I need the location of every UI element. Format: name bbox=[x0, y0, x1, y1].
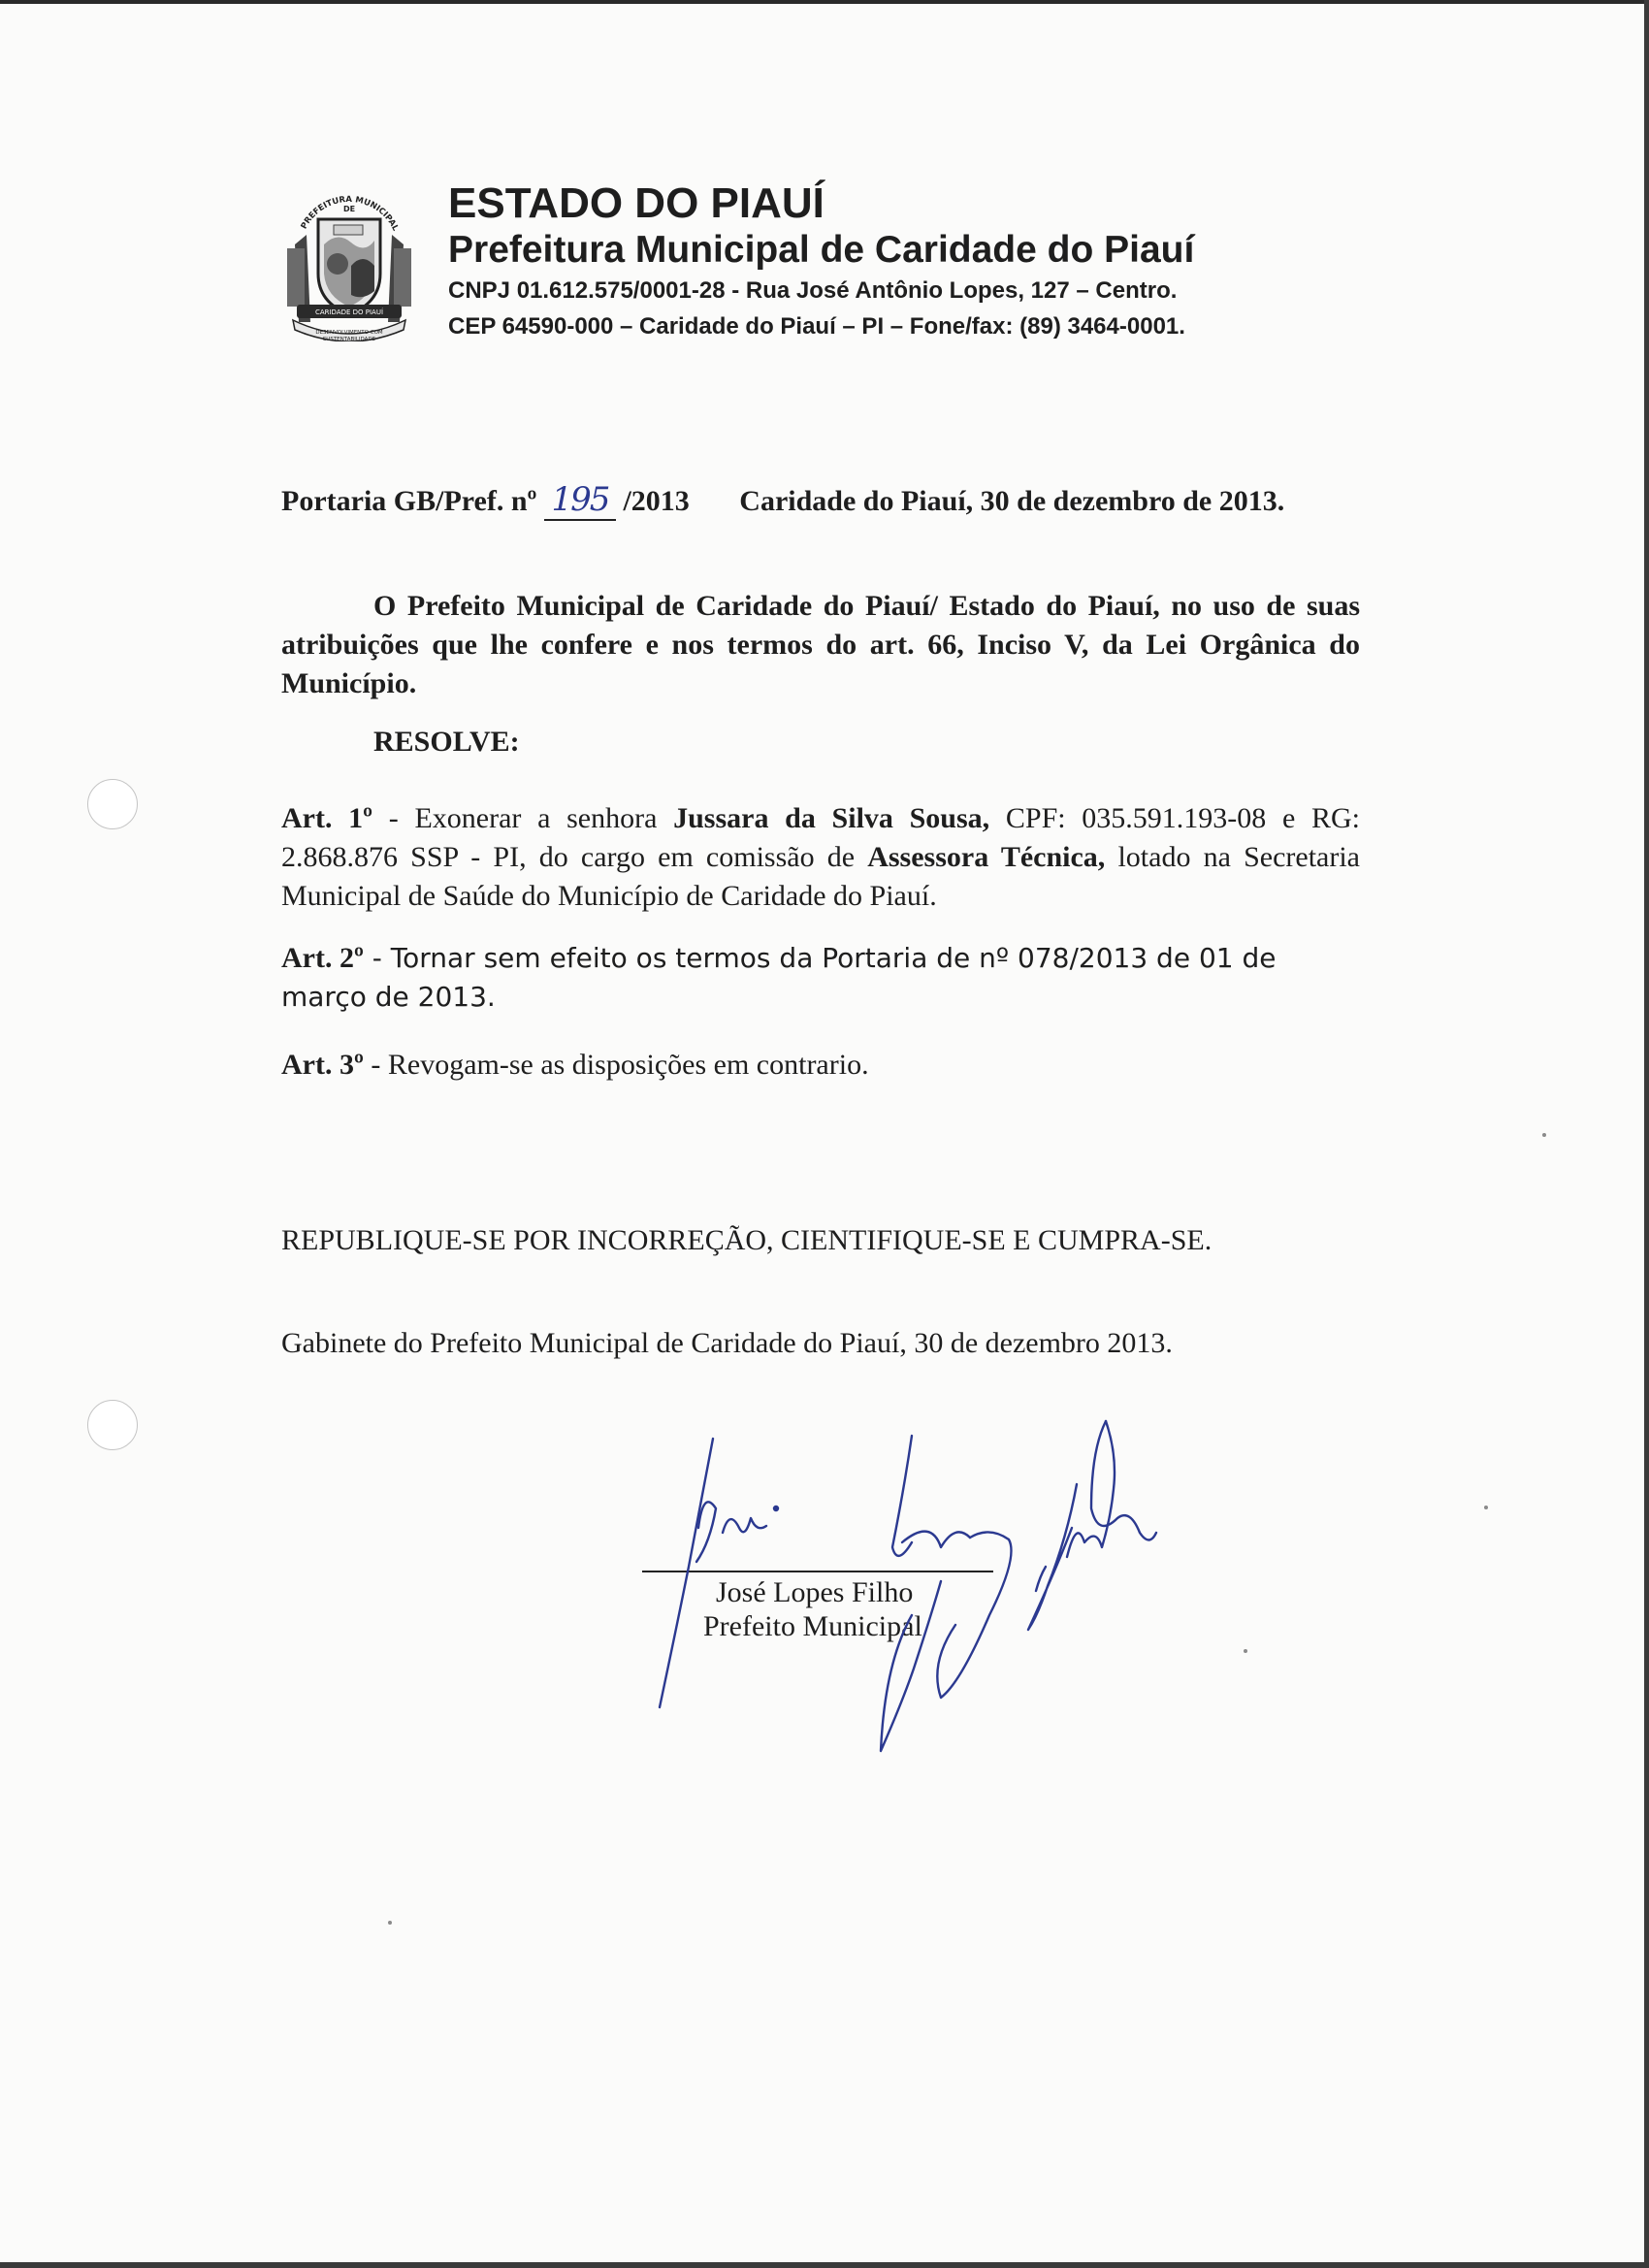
portaria-number-handwritten: 195 bbox=[551, 480, 609, 519]
scan-speck bbox=[1542, 1133, 1546, 1137]
punch-hole bbox=[87, 779, 138, 829]
article-1-name: Jussara da Silva Sousa, bbox=[673, 802, 990, 834]
article-3-label: Art. 3º bbox=[281, 1049, 364, 1081]
scan-edge-right bbox=[1644, 0, 1649, 2268]
scan-edge-top bbox=[0, 0, 1649, 4]
municipal-seal-icon bbox=[281, 177, 417, 341]
scan-speck bbox=[388, 1921, 392, 1925]
svg-text:SUSTENTABILIDADE: SUSTENTABILIDADE bbox=[322, 337, 376, 341]
scan-speck bbox=[1244, 1649, 1247, 1653]
state-name: ESTADO DO PIAUÍ bbox=[448, 179, 824, 227]
intro-paragraph: O Prefeito Municipal de Caridade do Piauí/ Estado do Piauí, no uso de suas atribuições que lhe confere e nos termos do art. 66, Inciso V, da Lei Orgânica do Município. bbox=[281, 590, 1360, 699]
cep-phone-line: CEP 64590-000 – Caridade do Piauí – PI – Fone/fax: (89) 3464-0001. bbox=[448, 313, 1185, 340]
place-date: Caridade do Piauí, 30 de dezembro de 2013. bbox=[739, 485, 1285, 517]
svg-text:DE: DE bbox=[342, 205, 356, 213]
article-2 bbox=[281, 939, 1360, 1017]
scan-speck bbox=[1484, 1506, 1488, 1509]
article-2-label: Art. 2º bbox=[281, 942, 364, 974]
portaria-title bbox=[281, 480, 1284, 521]
cnpj-address-line: CNPJ 01.612.575/0001-28 - Rua José Antônio Lopes, 127 – Centro. bbox=[448, 277, 1178, 304]
article-1 bbox=[281, 799, 1360, 916]
article-1-text-b: CPF: 035.591.193-08 e RG: 2.868.876 SSP - PI, do cargo em comissão de bbox=[281, 802, 1361, 873]
prefecture-name: Prefeitura Municipal de Caridade do Piauí bbox=[448, 229, 1195, 271]
punch-hole bbox=[87, 1400, 138, 1450]
article-3 bbox=[281, 1046, 1360, 1085]
signer-title: Prefeito Municipal bbox=[703, 1610, 922, 1642]
portaria-prefix: Portaria GB/Pref. nº bbox=[281, 485, 544, 517]
article-1-text-a: - Exonerar a senhora bbox=[372, 802, 674, 834]
article-1-text-c: lotado na Secretaria Municipal de Saúde do Município de Caridade do Piauí. bbox=[281, 841, 1360, 912]
article-1-label: Art. 1º bbox=[281, 802, 373, 834]
resolve-heading: RESOLVE: bbox=[373, 726, 520, 758]
svg-text:CARIDADE DO PIAUÍ: CARIDADE DO PIAUÍ bbox=[314, 308, 384, 316]
portaria-year: /2013 bbox=[615, 485, 690, 517]
svg-text:PREFEITURA MUNICIPAL: PREFEITURA MUNICIPAL bbox=[299, 194, 401, 233]
article-3-text: - Revogam-se as disposições em contrario. bbox=[363, 1049, 869, 1081]
article-1-role: Assessora Técnica, bbox=[867, 841, 1106, 873]
signer-name: José Lopes Filho bbox=[716, 1576, 914, 1608]
closing-statement: REPUBLIQUE-SE POR INCORREÇÃO, CIENTIFIQUE-SE E CUMPRA-SE. bbox=[281, 1224, 1212, 1256]
cabinet-date-line: Gabinete do Prefeito Municipal de Caridade do Piauí, 30 de dezembro 2013. bbox=[281, 1327, 1173, 1359]
handwritten-signature bbox=[621, 1373, 1242, 1780]
letterhead bbox=[281, 177, 1310, 351]
article-2-text: - Tornar sem efeito os termos da Portaria de nº 078/2013 de 01 de março de 2013. bbox=[281, 942, 1277, 1013]
scan-edge-bottom bbox=[0, 2262, 1649, 2268]
svg-text:DESENVOLVIMENTO COM: DESENVOLVIMENTO COM bbox=[315, 330, 383, 336]
portaria-number-blank bbox=[544, 480, 616, 521]
